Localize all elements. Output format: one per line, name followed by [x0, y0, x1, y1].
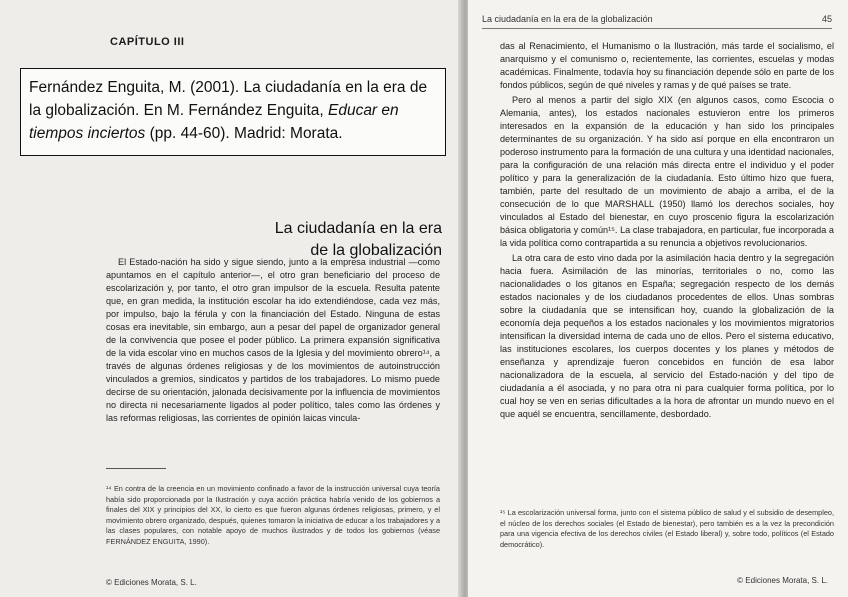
chapter-heading: CAPÍTULO III — [110, 36, 185, 48]
article-title-line2: de la globalización — [310, 242, 442, 259]
running-head-title: La ciudadanía en la era de la globalización — [482, 14, 653, 24]
page-number: 45 — [821, 14, 832, 24]
citation-text-end: (pp. 44-60). Madrid: Morata. — [145, 125, 343, 142]
right-footer: © Ediciones Morata, S. L. — [737, 576, 828, 585]
right-body — [500, 40, 834, 421]
left-footer: © Ediciones Morata, S. L. — [106, 578, 197, 587]
right-footnote: ¹⁵ La escolarización universal forma, junto con el sistema público de salud y el subsidio de desempleo, el núcleo de los derechos sociales (el Estado de bienestar), pero también es a la vez la precondición para una vigencia efectiva de los derechos civiles (el Estado liberal) y, sobre todo, políticos (el Estado democrático). — [500, 508, 834, 549]
running-head — [482, 14, 832, 29]
right-paragraph-3: La otra cara de esto vino dada por la asimilación hacia dentro y la segregación hacia fuera. Asimilación de las minorías, territoriales o no, como las nacionalidades o los gitanos en España; segregación respecto de los demás estados nacionales y de los ciudadanos procedentes de ellos. Unas sombras sobre la ciudadanía que se intensifican hoy, cuando la globalización de la economía deja pequeños a los estados nacionales y los movimientos migratorios intensifican la diversidad interna de cada uno de ellos. Pero el sistema educativo, las instituciones escolares, los cuerpos docentes y los planes y métodos de enseñanza y aprendizaje fueron concebidos en función de esa labor nacionalizadora de la escuela, al servicio del Estado-nación y del tipo de ciudadanía a él asociada, y no para otra ni para cualquier forma política, por lo cual hoy se ven en serias dificultades a la hora de afrontar un mundo nuevo en el que aquél se encuentra, sencillamente, desbordado. — [500, 253, 834, 419]
citation-text: Fernández Enguita, M. (2001). La ciudadanía en la era de la globalización. En M. Fernández Enguita, — [29, 79, 428, 119]
citation-book-title: Educar en tiempos inciertos — [29, 102, 399, 142]
left-paragraph: El Estado-nación ha sido y sigue siendo, junto a la empresa industrial —como apuntamos en el capítulo anterior—, el otro gran beneficiario del proceso de escolarización y, por tanto, el otro gran impulsor de la escuela. Resulta patente que, en gran medida, la institución escolar ha ido extendiéndose, cada vez más, por impulso, bajo la férula y con la financiación del Estado. Ninguna de estas cosas era inevitable, sin embargo, aun a pesar del papel de organizador general de la convivencia que posee el poder público. La primera expansión significativa de la vida escolar vino en muchos casos de la Iglesia y del movimiento obrero¹⁴, a través de algunas órdenes religiosas y de los movimientos de autoinstrucción vinculados a gremios, sindicatos y partidos de los trabajadores. Lo mismo puede decirse de su orientación, jalonada decisivamente por la influencia de movimientos no directa ni necesariamente ligados al poder político, tales como las órdenes y las reformas religiosas, las corrientes de opinión laicas vincula- — [106, 257, 440, 423]
left-body — [106, 256, 440, 425]
footnote-rule — [106, 468, 166, 469]
left-footnote: ¹⁴ En contra de la creencia en un movimiento confinado a favor de la instrucción universal cuya teoría había sido proporcionada por la Ilustración y cuya acción práctica habría venido de los gobiernos a finales del XIX y principios del XX, lo cierto es que fueron algunas órdenes religiosas, primero, y el movimiento obrero organizado, después, quienes tomaron la iniciativa de educar a los trabajadores y a las clases populares, con notable apoyo de muchos ilustrados y de todos los gobiernos (véase FERNÁNDEZ ENGUITA, 1990). — [106, 484, 440, 546]
article-title-line1: La ciudadanía en la era — [274, 220, 442, 237]
right-paragraph-1: das al Renacimiento, el Humanismo o la Ilustración, más tarde el socialismo, el anarquismo y el comunismo o, recientemente, las corrientes, escuelas y modas académicas. Finalmente, todavía hoy su financiación depende sólo en parte de los fondos públicos, según de qué niveles y ramas y de qué países se trate. — [500, 41, 834, 90]
citation-box — [20, 68, 446, 156]
right-page — [468, 0, 848, 597]
right-paragraph-2: Pero al menos a partir del siglo XIX (en algunos casos, como Escocia o Alemania, antes), los estados nacionales estuvieron entre los primeros interesados en la expansión de la educación y han sido los principales determinantes de su organización. Y ha sido así porque en ella encontraron un poderoso instrumento para la formación de una cultura y una identidad nacionales, para la configuración de una relación más directa entre el individuo y el poder político y para la generalización de la ciudadanía. Esto último hizo que fuera, también, parte del resultado de un movimiento de abajo a arriba, el de la consecución de lo que MARSHALL (1950) llamó los derechos sociales, hoy vinculados al Estado del bienestar, en cuyo proscenio figura la escolarización básica obligatoria y común¹⁵. La clase trabajadora, en particular, fue incorporada a la vida política como contrapartida a su renuncia a objetivos revolucionarios. — [500, 95, 834, 248]
